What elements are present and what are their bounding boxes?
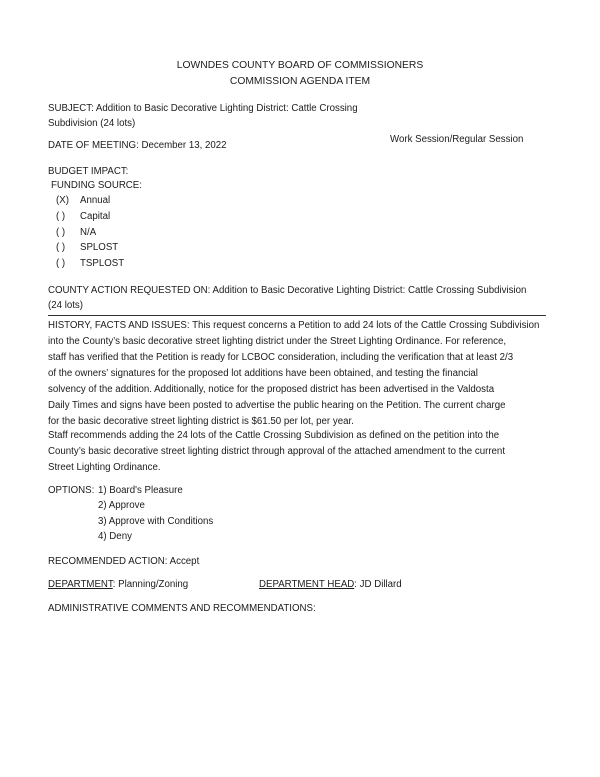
funding-source: FUNDING SOURCE:: [51, 180, 142, 191]
funding-mark: ( ): [56, 258, 66, 269]
subject-line-2: Subdivision (24 lots): [48, 118, 136, 129]
staff-line: County’s basic decorative street lighting district through approval of the attached amendment to the current: [48, 446, 506, 457]
session-type: Work Session/Regular Session: [390, 134, 524, 145]
department-head-value: : JD Dillard: [354, 579, 402, 590]
funding-mark: ( ): [56, 227, 66, 238]
option-item: 3) Approve with Conditions: [98, 516, 214, 527]
department-label: DEPARTMENT: [48, 579, 113, 590]
funding-mark: ( ): [56, 242, 66, 253]
history-line: Daily Times and signs have been posted to advertise the public hearing on the Petition. The current charge: [48, 400, 506, 411]
funding-label: TSPLOST: [80, 258, 125, 269]
staff-line: Street Lighting Ordinance.: [48, 462, 161, 473]
budget-impact: BUDGET IMPACT:: [48, 166, 129, 177]
funding-label: Capital: [80, 211, 111, 222]
funding-label: SPLOST: [80, 242, 119, 253]
history-line: into the County’s basic decorative street lighting district under the Street Lighting Ordinance. For reference,: [48, 336, 507, 347]
staff-recommendation: [48, 428, 505, 476]
funding-mark: (X): [56, 195, 69, 206]
option-item: 1) Board's Pleasure: [98, 485, 183, 496]
history-line: solvency of the addition. Additionally, notice for the proposed district has been advertised in the Valdosta: [48, 384, 495, 395]
admin-comments-heading: ADMINISTRATIVE COMMENTS AND RECOMMENDATIONS:: [48, 603, 316, 614]
options-label: OPTIONS:: [48, 485, 95, 496]
department-value: : Planning/Zoning: [112, 579, 189, 590]
funding-mark: ( ): [56, 211, 66, 222]
history-line: HISTORY, FACTS AND ISSUES: This request concerns a Petition to add 24 lots of the Cattle Crossing Subdivision: [48, 320, 540, 331]
section-divider: [48, 315, 546, 316]
funding-label: N/A: [80, 227, 97, 238]
funding-label: Annual: [80, 195, 111, 206]
county-action-line-1: COUNTY ACTION REQUESTED ON: Addition to Basic Decorative Lighting District: Cattle Crossing Subdivision: [48, 285, 527, 296]
staff-line: Staff recommends adding the 24 lots of the Cattle Crossing Subdivision as defined on the petition into the: [48, 430, 500, 441]
department: [48, 577, 188, 593]
history-line: of the owners’ signatures for the proposed lot additions have been obtained, and testing the financial: [48, 368, 478, 379]
meeting-date: DATE OF MEETING: December 13, 2022: [48, 140, 227, 151]
document-title: LOWNDES COUNTY BOARD OF COMMISSIONERS: [176, 60, 424, 71]
option-item: 4) Deny: [98, 531, 132, 542]
history-paragraph: [48, 318, 539, 430]
option-item: 2) Approve: [98, 500, 145, 511]
recommended-action: RECOMMENDED ACTION: Accept: [48, 556, 200, 567]
department-head: [259, 577, 402, 593]
county-action-line-2: (24 lots): [48, 300, 83, 311]
document-subtitle: COMMISSION AGENDA ITEM: [229, 76, 371, 87]
subject-line-1: SUBJECT: Addition to Basic Decorative Lighting District: Cattle Crossing: [48, 103, 358, 114]
department-head-label: DEPARTMENT HEAD: [259, 579, 355, 590]
history-line: for the basic decorative street lighting district is $61.50 per lot, per year.: [48, 416, 354, 427]
history-line: staff has verified that the Petition is ready for LCBOC consideration, including the verification that at least 2/3: [48, 352, 514, 363]
